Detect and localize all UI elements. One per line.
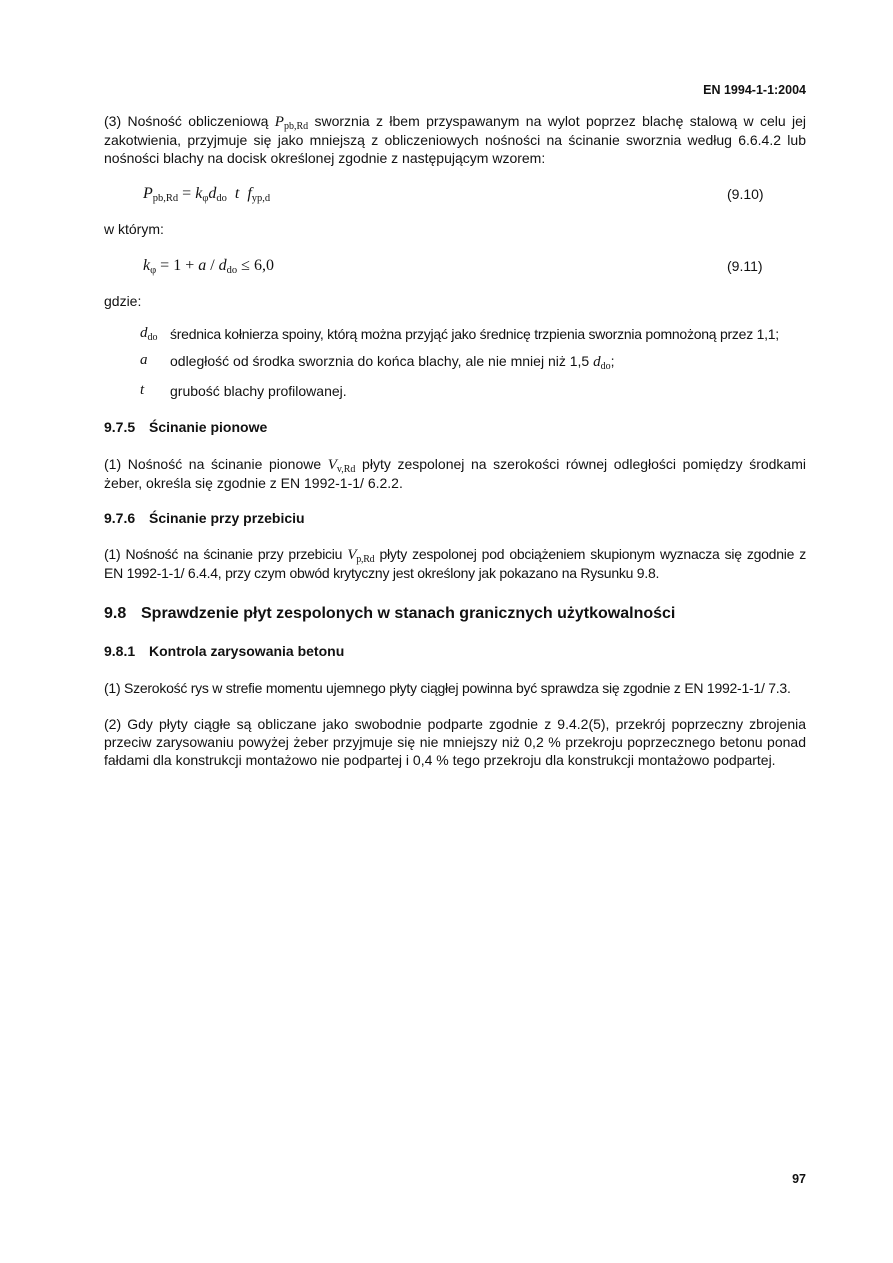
section-heading-9-8-1: 9.8.1 Kontrola zarysowania betonu (104, 643, 345, 659)
section-heading-9-7-6: 9.7.6 Ścinanie przy przebiciu (104, 510, 305, 526)
equation-9-10: $P_{pb,Rd} = k_\varphi d_{do}$ t $f_{yp,d}$ (143, 185, 271, 204)
paragraph-text: (3) Nośność obliczeniową (104, 113, 275, 129)
paragraph-9-8-1-1: (1) Szerokość rys w strefie momentu ujemnego płyty ciągłej powinna być sprawdza się zgodnie z EN 1992-1-1/ 7.3. (104, 680, 791, 696)
definition-symbol: t (140, 382, 145, 398)
paragraph-9-7-6: (1) Nośność na ścinanie przy przebiciu $V_{p,Rd}$ płyty zespolonej pod obciążeniem skupionym wyznacza się zgodnie z EN 1992-1-1/ 6.4.4, przy czym obwód krytyczny jest określony jak pokazano na Rysunku 9.8. (104, 546, 806, 581)
equation-9-11: $k_\varphi = 1 + a / d_{do} \le 6,0$ (143, 257, 274, 276)
paragraph-9-8-1-2: (2) Gdy płyty ciągłe są obliczane jako swobodnie podparte zgodnie z 9.4.2(5), przekrój poprzeczny zbrojenia przeciw zarysowaniu powyżej żeber przyjmuje się nie mniejszy niż 0,2 % przekroju poprzecznego betonu ponad fałdami dla konstrukcji montażowo nie podpartej i 0,4 % tego przekroju dla konstrukcji montażowo podpartej. (104, 716, 806, 768)
paragraph-3 (104, 112, 806, 167)
document-id-header: EN 1994-1-1:2004 (703, 83, 806, 97)
math-symbol: $P_{pb,Rd}$ (274, 114, 309, 132)
gdzie-label: gdzie: (104, 293, 142, 309)
equation-number: (9.11) (727, 258, 763, 274)
definition-symbol: a (140, 352, 148, 368)
section-heading-9-8: 9.8 Sprawdzenie płyt zespolonych w stanach granicznych użytkowalności (104, 605, 676, 622)
section-heading-9-7-5: 9.7.5 Ścinanie pionowe (104, 419, 268, 435)
page-number: 97 (792, 1172, 806, 1186)
definition-symbol: $d_{do}$ (140, 325, 158, 343)
definition-text: odległość od środka sworznia do końca blachy, ale nie mniej niż 1,5 $d_{do}$; (170, 353, 615, 372)
w-ktorym-label: w którym: (104, 221, 164, 237)
definition-text: średnica kołnierza spoiny, którą można przyjąć jako średnicę trzpienia sworznia pomnożoną przez 1,1; (170, 326, 779, 342)
paragraph-text: sworznia z łbem przyspawanym na wylot poprzez blachę stalową w celu jej zakotwienia, przyjmuje się jako mniejszą z obliczeniowych nośności na ścinanie sworznia według 6.6.4.2 lub nośności blachy na docisk określonej zgodnie z następującym wzorem: (104, 113, 807, 166)
equation-number: (9.10) (727, 186, 764, 202)
paragraph-9-7-5: (1) Nośność na ścinanie pionowe $V_{v,Rd}$ płyty zespolonej na szerokości równej odległości pomiędzy środkami żeber, określa się zgodnie z EN 1992-1-1/ 6.2.2. (104, 456, 806, 491)
definition-text: grubość blachy profilowanej. (170, 383, 347, 399)
